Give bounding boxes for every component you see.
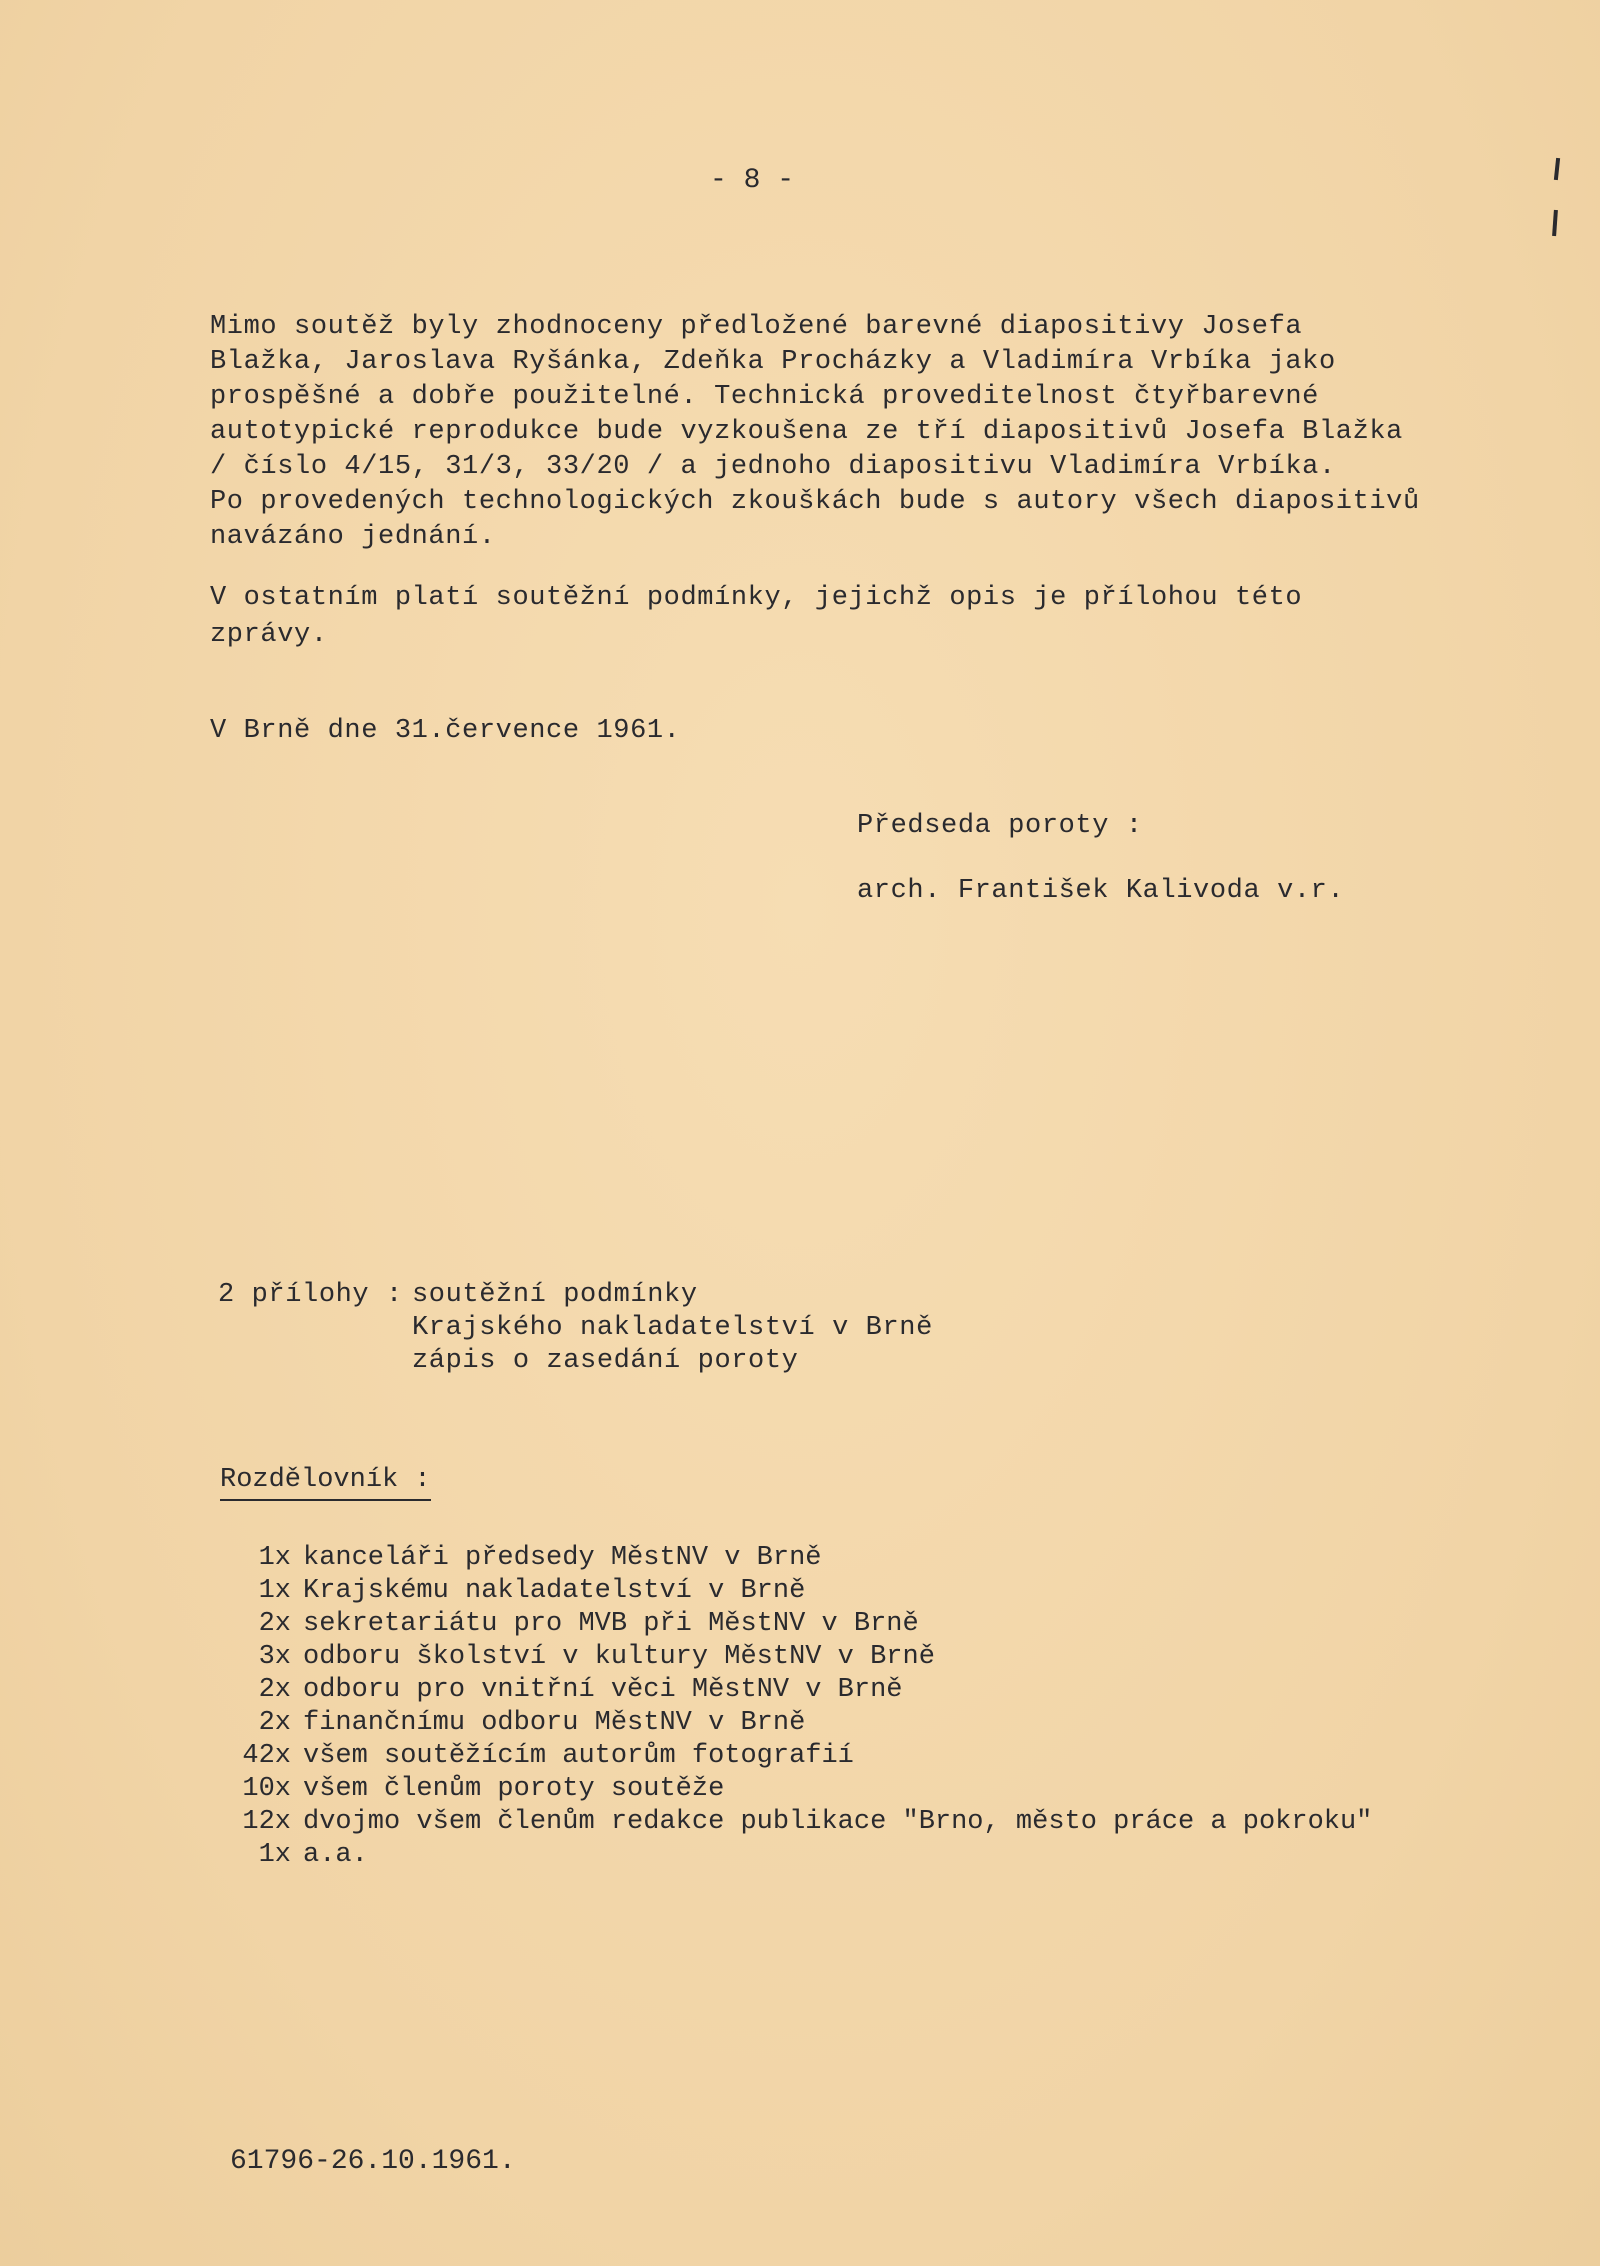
paragraph-line: Po provedených technologických zkouškách bude s autory všech diapositivů [210, 487, 1420, 517]
distribution-recipient: odboru školství v kultury MěstNV v Brně [303, 1642, 935, 1672]
distribution-item [225, 1741, 1372, 1774]
distribution-item [225, 1675, 1372, 1708]
distribution-item [225, 1642, 1372, 1675]
margin-mark [1554, 158, 1560, 180]
distribution-item [225, 1774, 1372, 1807]
distribution-recipient: finančnímu odboru MěstNV v Brně [303, 1708, 806, 1738]
distribution-count: 2x [258, 1675, 291, 1705]
date-line: V Brně dne 31.července 1961. [210, 716, 681, 746]
distribution-recipient: sekretariátu pro MVB při MěstNV v Brně [303, 1609, 919, 1639]
distribution-count: 3x [258, 1642, 291, 1672]
distribution-item [225, 1609, 1372, 1642]
distribution-list [225, 1543, 1372, 1873]
attachment-line: zápis o zasedání poroty [412, 1346, 799, 1376]
paragraph-line: autotypické reprodukce bude vyzkoušena ze tří diapositivů Josefa Blažka [210, 417, 1403, 447]
signature-name: arch. František Kalivoda v.r. [857, 876, 1345, 906]
distribution-count: 1x [258, 1543, 291, 1573]
page-number: - 8 - [710, 165, 795, 196]
distribution-recipient: odboru pro vnitřní věci MěstNV v Brně [303, 1675, 903, 1705]
paragraph-line: zprávy. [210, 620, 328, 650]
paragraph-line: / číslo 4/15, 31/3, 33/20 / a jednoho diapositivu Vladimíra Vrbíka. [210, 452, 1336, 482]
distribution-item [225, 1576, 1372, 1609]
distribution-item [225, 1840, 1372, 1873]
paragraph-line: Mimo soutěž byly zhodnoceny předložené barevné diapositivy Josefa [210, 312, 1303, 342]
attachment-line: Krajského nakladatelství v Brně [412, 1313, 933, 1343]
paragraph-line: navázáno jednání. [210, 522, 496, 552]
distribution-recipient: všem členům poroty soutěže [303, 1774, 725, 1804]
distribution-recipient: dvojmo všem členům redakce publikace "Brno, město práce a pokroku" [303, 1807, 1373, 1837]
distribution-count: 42x [242, 1741, 291, 1771]
distribution-count: 1x [258, 1576, 291, 1606]
paragraph-line: V ostatním platí soutěžní podmínky, jejichž opis je přílohou této [210, 583, 1303, 613]
paragraph-line: Blažka, Jaroslava Ryšánka, Zdeňka Procházky a Vladimíra Vrbíka jako [210, 347, 1336, 377]
margin-mark [1552, 210, 1558, 236]
paragraph-line: prospěšné a dobře použitelné. Technická proveditelnost čtyřbarevné [210, 382, 1319, 412]
distribution-title: Rozdělovník : [220, 1465, 431, 1501]
distribution-item [225, 1708, 1372, 1741]
footer-reference: 61796-26.10.1961. [230, 2146, 516, 2177]
distribution-item [225, 1807, 1372, 1840]
distribution-item [225, 1543, 1372, 1576]
attachments-label: 2 přílohy : [218, 1280, 403, 1310]
distribution-recipient: všem soutěžícím autorům fotografií [303, 1741, 854, 1771]
signature-role: Předseda poroty : [857, 811, 1143, 841]
distribution-count: 12x [242, 1807, 291, 1837]
distribution-recipient: Krajskému nakladatelství v Brně [303, 1576, 806, 1606]
distribution-recipient: a.a. [303, 1840, 368, 1870]
distribution-count: 2x [258, 1609, 291, 1639]
distribution-count: 10x [242, 1774, 291, 1804]
distribution-count: 1x [258, 1840, 291, 1870]
distribution-recipient: kanceláři předsedy MěstNV v Brně [303, 1543, 822, 1573]
attachment-line: soutěžní podmínky [412, 1280, 698, 1310]
distribution-count: 2x [258, 1708, 291, 1738]
